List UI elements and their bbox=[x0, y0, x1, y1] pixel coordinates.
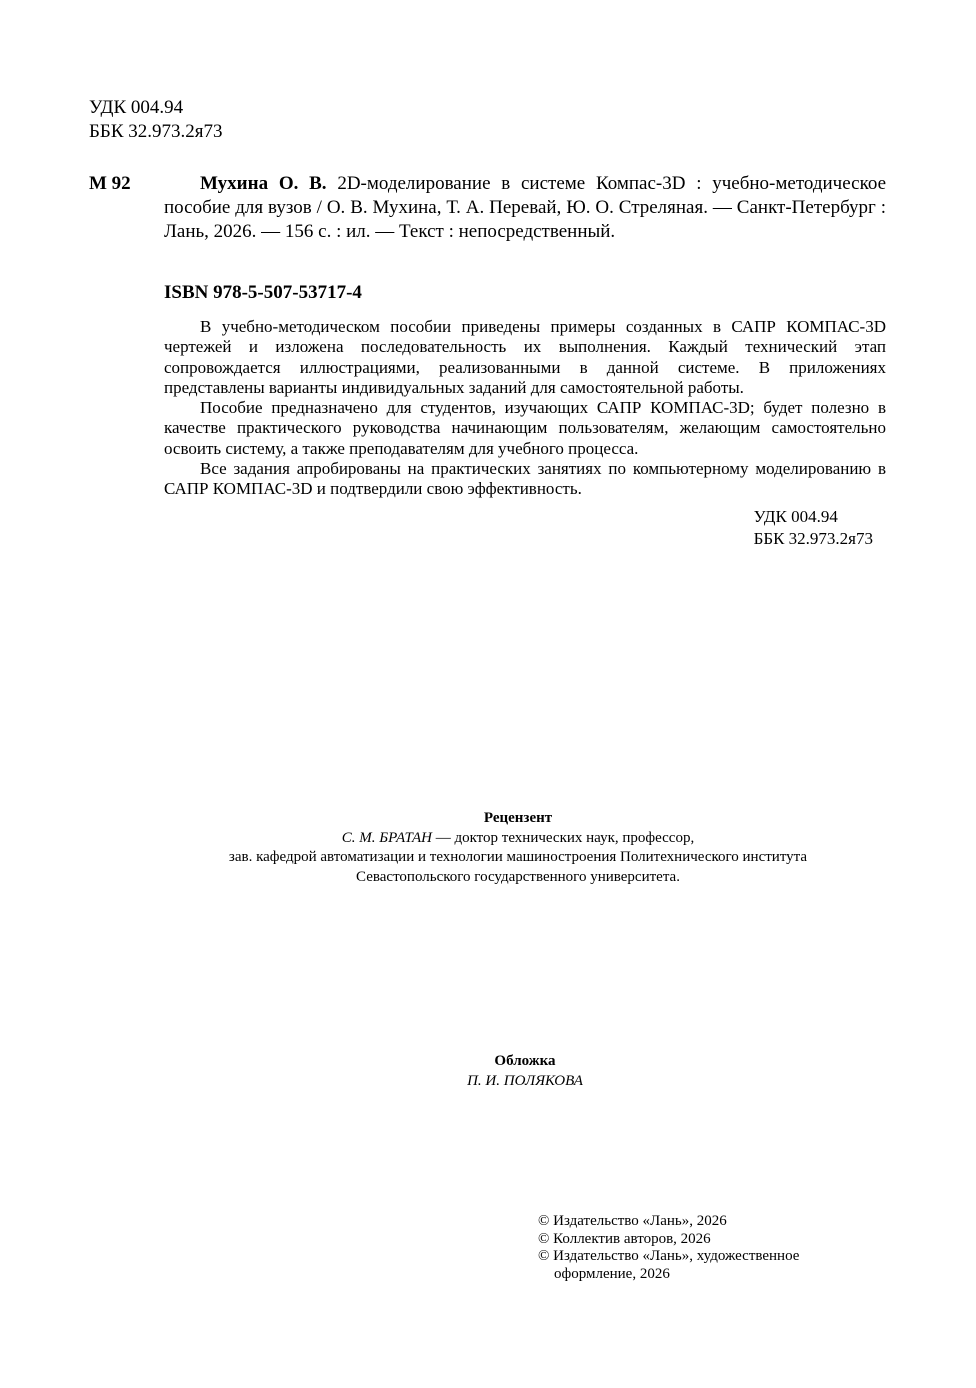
copyright-block bbox=[538, 1213, 868, 1283]
isbn: ISBN 978-5-507-53717-4 bbox=[164, 282, 362, 303]
book-description: 2D-моделирование в системе Компас-3D : учебно-методическое пособие для вузов / О. В. Мухина, Т. А. Перевай, Ю. О. Стреляная. — Санкт-Петербург : Лань, 2026. — 156 с. : ил. — Текст : непосредственный. bbox=[164, 173, 887, 242]
reviewer-heading: Рецензент bbox=[483, 810, 553, 826]
cover-heading: Обложка bbox=[494, 1053, 556, 1069]
reviewer-line bbox=[100, 829, 936, 849]
author-code: М 92 bbox=[89, 173, 131, 194]
reviewer-block bbox=[100, 809, 936, 887]
annotation bbox=[164, 317, 886, 500]
copyright-line: © Издательство «Лань», художественное оформление, 2026 bbox=[538, 1248, 800, 1282]
udk-header bbox=[89, 96, 222, 144]
annotation-paragraph: Все задания апробированы на практических занятиях по компьютерному моделированию в САПР КОМПАС-3D и подтвердили свою эффективность. bbox=[164, 459, 886, 499]
copyright-line: © Издательство «Лань», 2026 bbox=[538, 1213, 727, 1229]
bbk-code: ББК 32.973.2я73 bbox=[89, 121, 223, 142]
reviewer-name: С. М. БРАТАН bbox=[341, 829, 432, 846]
bibliographic-record bbox=[164, 172, 886, 244]
copyright-line: © Коллектив авторов, 2026 bbox=[538, 1230, 711, 1247]
annotation-paragraph: В учебно-методическом пособии приведены примеры созданных в САПР КОМПАС-3D чертежей и изложена последовательность их выполнения. Каждый технический этап сопровождается иллюстрациями, реализованными в данной системе. В приложениях представлены варианты индивидуальных заданий для самостоятельной работы. bbox=[164, 317, 886, 397]
udk-footer bbox=[754, 506, 873, 550]
cover-block bbox=[100, 1052, 950, 1091]
reviewer-university: Севастопольского государственного университета. bbox=[356, 868, 680, 885]
author-name: Мухина О. В. bbox=[200, 173, 327, 194]
bbk-code: ББК 32.973.2я73 bbox=[753, 529, 873, 548]
cover-designer: П. И. ПОЛЯКОВА bbox=[467, 1072, 583, 1089]
annotation-paragraph: Пособие предназначено для студентов, изучающих САПР КОМПАС-3D; будет полезно в качестве практического руководства начинающим пользователям, желающим самостоятельно освоить систему, а также преподавателям для учебного процесса. bbox=[164, 398, 886, 458]
udk-code: УДК 004.94 bbox=[89, 97, 184, 118]
udk-code: УДК 004.94 bbox=[753, 507, 838, 526]
reviewer-title: — доктор технических наук, профессор, bbox=[431, 829, 695, 846]
reviewer-affiliation: зав. кафедрой автоматизации и технологии машиностроения Политехнического института bbox=[228, 849, 808, 865]
